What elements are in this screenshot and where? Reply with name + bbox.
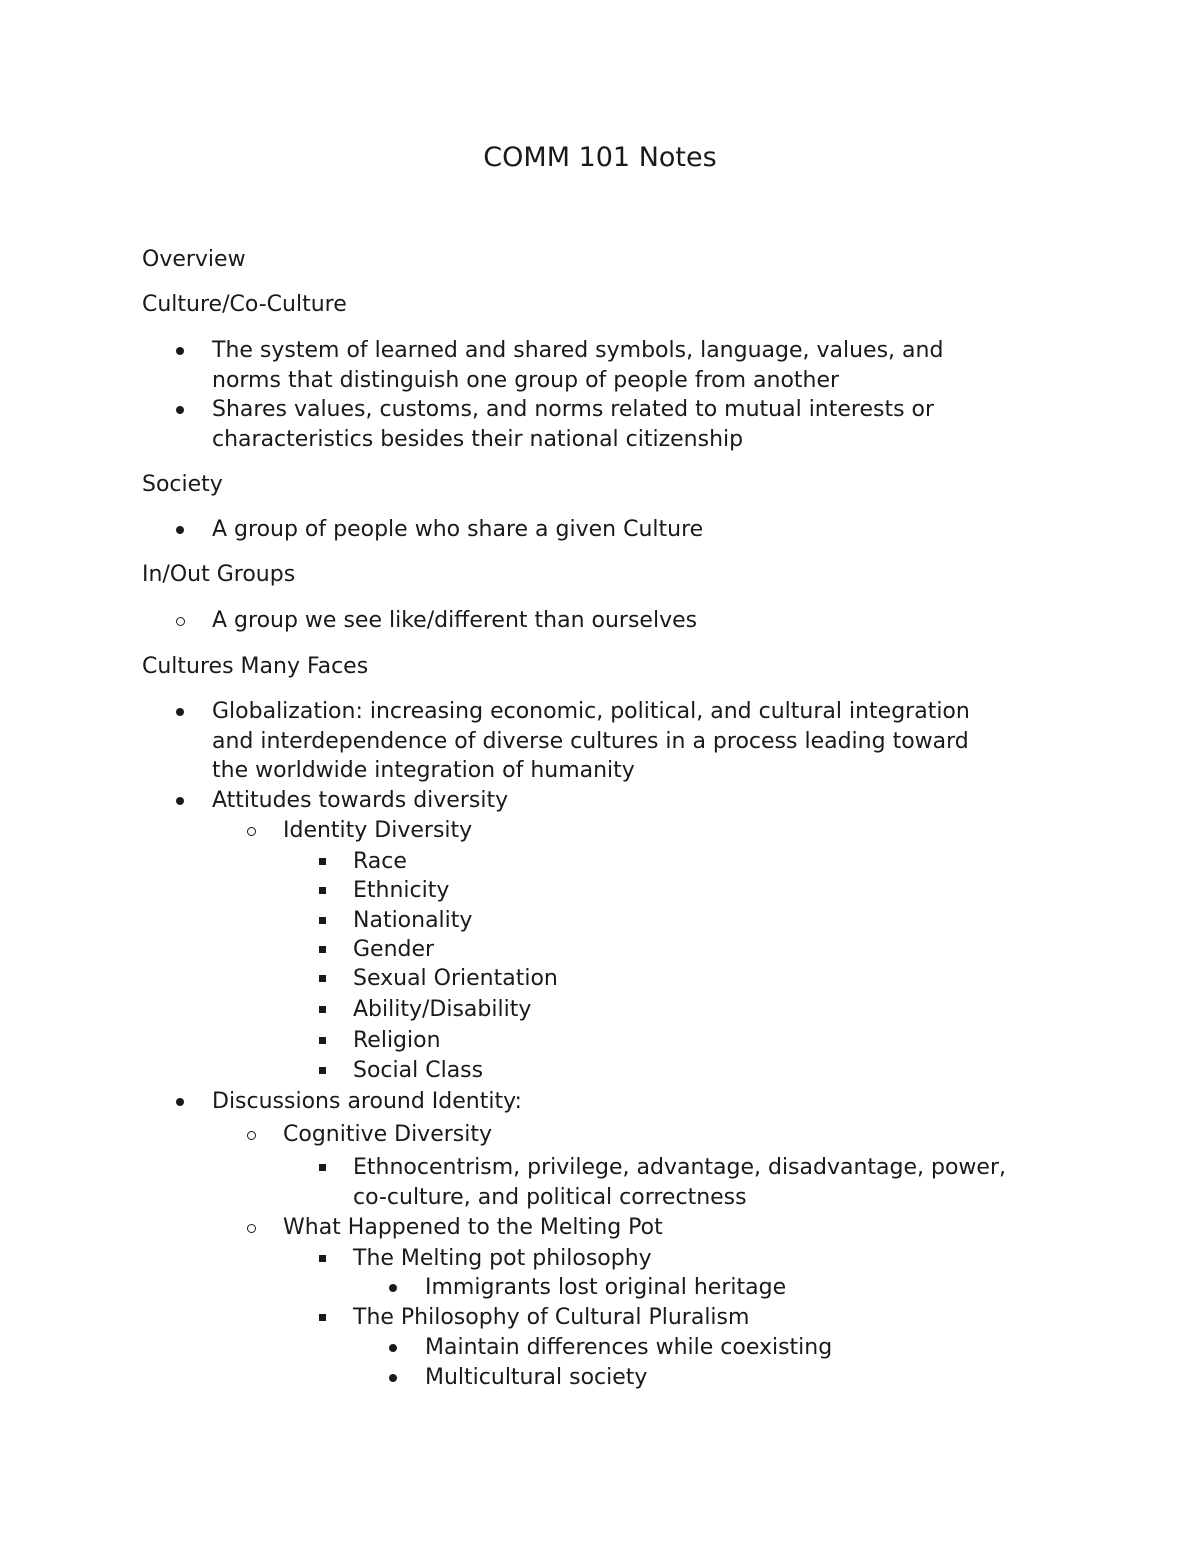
bullet-square bbox=[319, 975, 326, 982]
list-item: Globalization: increasing economic, political, and cultural integration bbox=[212, 699, 970, 724]
list-item: Cognitive Diversity bbox=[283, 1122, 492, 1147]
bullet-square bbox=[319, 946, 326, 953]
list-item: Sexual Orientation bbox=[353, 966, 558, 991]
list-item: Ethnicity bbox=[353, 878, 450, 903]
heading-society: Society bbox=[142, 472, 223, 497]
list-item: Ethnocentrism, privilege, advantage, disadvantage, power, bbox=[353, 1155, 1006, 1180]
list-item: Nationality bbox=[353, 908, 473, 933]
list-item-continued: co-culture, and political correctness bbox=[353, 1185, 747, 1210]
bullet-ring bbox=[247, 827, 256, 836]
list-item: The Melting pot philosophy bbox=[353, 1246, 652, 1271]
bullet-square bbox=[319, 1255, 326, 1262]
list-item: A group we see like/different than ourselves bbox=[212, 608, 698, 633]
heading-faces: Cultures Many Faces bbox=[142, 654, 369, 679]
bullet-square bbox=[319, 887, 326, 894]
list-item: The Philosophy of Cultural Pluralism bbox=[353, 1305, 750, 1330]
bullet-square bbox=[319, 858, 326, 865]
bullet-ring bbox=[247, 1224, 256, 1233]
list-item: Immigrants lost original heritage bbox=[425, 1275, 787, 1300]
bullet-ring bbox=[176, 617, 185, 626]
list-item: A group of people who share a given Culture bbox=[212, 517, 704, 542]
bullet-square bbox=[319, 1164, 326, 1171]
list-item: Gender bbox=[353, 937, 435, 962]
bullet-dot bbox=[176, 347, 184, 355]
list-item-continued: and interdependence of diverse cultures in a process leading toward bbox=[212, 729, 969, 754]
bullet-dot bbox=[176, 406, 184, 414]
bullet-dot bbox=[176, 1098, 184, 1106]
list-item-continued: norms that distinguish one group of people from another bbox=[212, 368, 840, 393]
list-item: What Happened to the Melting Pot bbox=[283, 1215, 663, 1240]
list-item: Multicultural society bbox=[425, 1365, 648, 1390]
bullet-dot bbox=[389, 1374, 397, 1382]
list-item: Attitudes towards diversity bbox=[212, 788, 509, 813]
bullet-dot bbox=[176, 708, 184, 716]
list-item: Maintain differences while coexisting bbox=[425, 1335, 833, 1360]
list-item-continued: the worldwide integration of humanity bbox=[212, 758, 635, 783]
list-item: Religion bbox=[353, 1028, 441, 1053]
list-item: Discussions around Identity: bbox=[212, 1089, 522, 1114]
bullet-square bbox=[319, 917, 326, 924]
bullet-square bbox=[319, 1006, 326, 1013]
list-item: The system of learned and shared symbols, language, values, and bbox=[212, 338, 944, 363]
heading-culture: Culture/Co-Culture bbox=[142, 292, 347, 317]
bullet-dot bbox=[389, 1344, 397, 1352]
bullet-square bbox=[319, 1067, 326, 1074]
list-item: Social Class bbox=[353, 1058, 484, 1083]
list-item: Ability/Disability bbox=[353, 997, 532, 1022]
list-item: Race bbox=[353, 849, 407, 874]
bullet-square bbox=[319, 1314, 326, 1321]
list-item: Identity Diversity bbox=[283, 818, 473, 843]
bullet-ring bbox=[247, 1131, 256, 1140]
bullet-square bbox=[319, 1037, 326, 1044]
list-item: Shares values, customs, and norms related to mutual interests or bbox=[212, 397, 935, 422]
heading-groups: In/Out Groups bbox=[142, 562, 296, 587]
bullet-dot bbox=[389, 1284, 397, 1292]
bullet-dot bbox=[176, 797, 184, 805]
bullet-dot bbox=[176, 526, 184, 534]
heading-overview: Overview bbox=[142, 247, 246, 272]
page-title: COMM 101 Notes bbox=[483, 142, 717, 173]
list-item-continued: characteristics besides their national citizenship bbox=[212, 427, 744, 452]
